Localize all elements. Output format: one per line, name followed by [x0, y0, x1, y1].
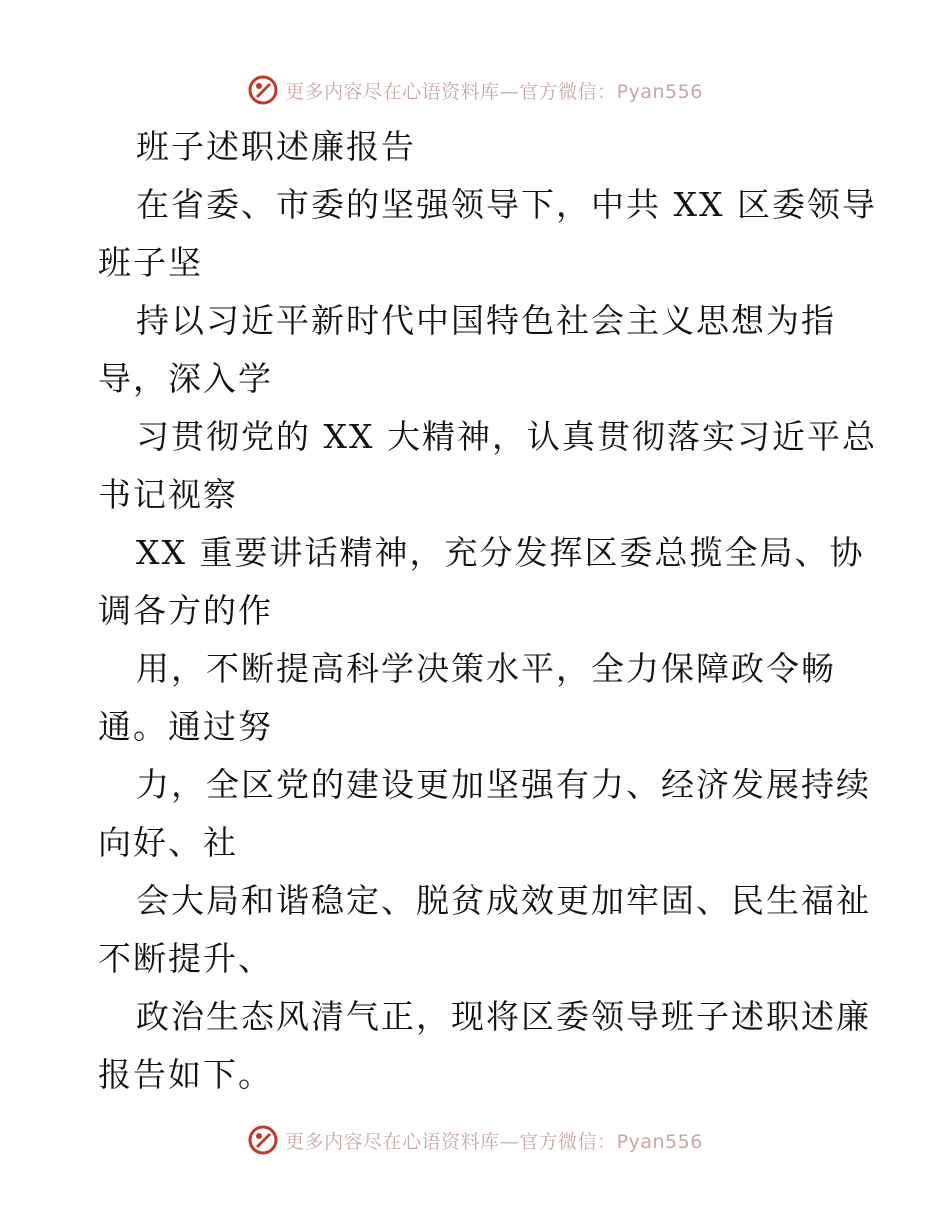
paragraph-line: 调各方的作: [98, 591, 273, 630]
paragraph-line: 会大局和谐稳定、脱贫成效更加牢固、民生福祉: [136, 881, 871, 920]
header-banner: [0, 70, 950, 110]
footer-banner: [0, 1120, 950, 1160]
paragraph-line: XX 重要讲话精神，充分发挥区委总揽全局、协: [136, 533, 865, 572]
document-body: [98, 118, 877, 1104]
paragraph-line: 在省委、市委的坚强领导下，中共 XX 区委领导: [136, 185, 877, 224]
paragraph-line: 习贯彻党的 XX 大精神，认真贯彻落实习近平总: [136, 417, 877, 456]
paragraph-line: 政治生态风清气正，现将区委领导班子述职述廉: [136, 997, 871, 1036]
paragraph-line: 力，全区党的建设更加坚强有力、经济发展持续: [136, 765, 871, 804]
document-title: 班子述职述廉报告: [136, 127, 416, 166]
paragraph-line: 通。通过努: [98, 707, 273, 746]
logo-icon: [247, 74, 279, 106]
paragraph-line: 报告如下。: [98, 1055, 273, 1094]
paragraph-line: 不断提升、: [98, 939, 273, 978]
paragraph-line: 向好、社: [98, 823, 238, 862]
paragraph-line: 书记视察: [98, 475, 238, 514]
banner-text: 更多内容尽在心语资料库—官方微信：Pyan556: [285, 80, 703, 103]
paragraph-line: 班子坚: [98, 243, 203, 282]
paragraph-line: 持以习近平新时代中国特色社会主义思想为指: [136, 301, 836, 340]
logo-icon: [247, 1124, 279, 1156]
paragraph-line: 用，不断提高科学决策水平，全力保障政令畅: [136, 649, 836, 688]
paragraph-line: 导，深入学: [98, 359, 273, 398]
banner-text: 更多内容尽在心语资料库—官方微信：Pyan556: [285, 1130, 703, 1153]
